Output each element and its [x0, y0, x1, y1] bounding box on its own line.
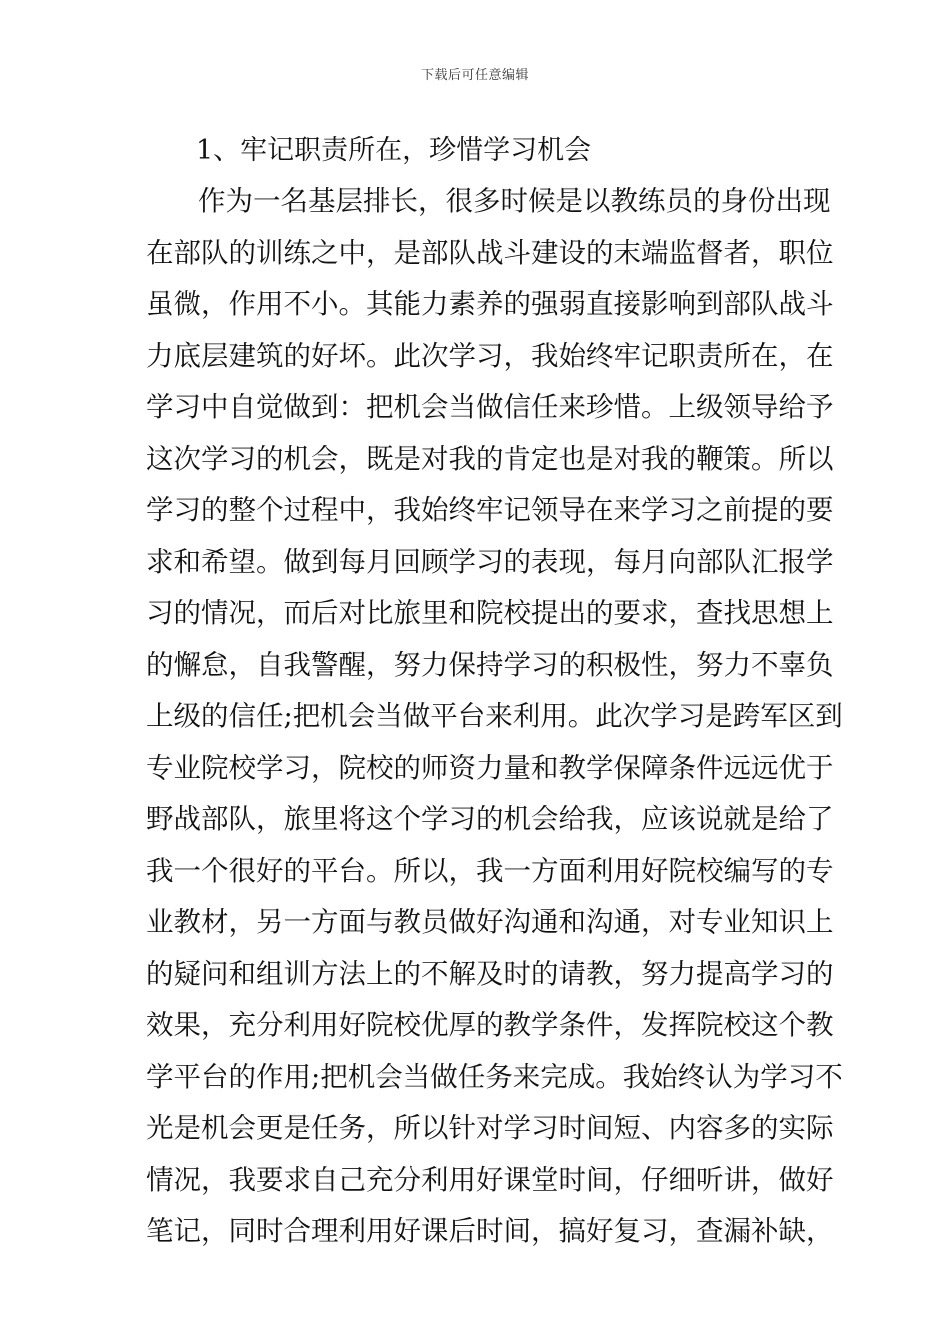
text-line: 的疑问和组训方法上的不解及时的请教，努力提高学习的 [146, 957, 834, 990]
text-line: 力底层建筑的好坏。此次学习，我始终牢记职责所在，在 [146, 339, 834, 372]
text-line: 学平台的作用;把机会当做任务来完成。我始终认为学习不 [146, 1060, 843, 1093]
text-line: 业教材，另一方面与教员做好沟通和沟通，对专业知识上 [146, 906, 834, 938]
text-line: 作为一名基层排长，很多时候是以教练员的身份出现 [198, 185, 831, 217]
text-line: 野战部队，旅里将这个学习的机会给我，应该说就是给了 [146, 803, 834, 835]
text-line: 虽微，作用不小。其能力素养的强弱直接影响到部队战斗 [146, 288, 834, 320]
text-line: 学习的整个过程中，我始终牢记领导在来学习之前提的要 [146, 494, 834, 526]
text-line: 专业院校学习，院校的师资力量和教学保障条件远远优于 [146, 751, 834, 784]
body-paragraph [146, 176, 843, 1258]
text-line: 上级的信任;把机会当做平台来利用。此次学习是跨军区到 [146, 700, 843, 732]
text-line: 求和希望。做到每月回顾学习的表现，每月向部队汇报学 [146, 545, 834, 578]
text-line: 笔记，同时合理利用好课后时间，搞好复习，查漏补缺， [146, 1215, 834, 1247]
text-line: 习的情况，而后对比旅里和院校提出的要求，查找思想上 [146, 597, 834, 629]
text-line: 学习中自觉做到：把机会当做信任来珍惜。上级领导给予 [146, 391, 834, 423]
text-line: 我一个很好的平台。所以，我一方面利用好院校编写的专 [146, 854, 834, 887]
text-line: 情况，我要求自己充分利用好课堂时间，仔细听讲，做好 [146, 1163, 834, 1196]
page-header: 下载后可任意编辑 [420, 68, 529, 83]
text-line: 在部队的训练之中，是部队战斗建设的末端监督者，职位 [146, 236, 834, 269]
text-line: 效果，充分利用好院校优厚的教学条件，发挥院校这个教 [146, 1009, 834, 1041]
text-line: 这次学习的机会，既是对我的肯定也是对我的鞭策。所以 [146, 442, 834, 475]
section-heading: 1、牢记职责所在，珍惜学习机会 [196, 135, 592, 166]
text-line: 光是机会更是任务，所以针对学习时间短、内容多的实际 [146, 1112, 834, 1144]
text-line: 的懈怠，自我警醒，努力保持学习的积极性，努力不辜负 [146, 648, 834, 681]
